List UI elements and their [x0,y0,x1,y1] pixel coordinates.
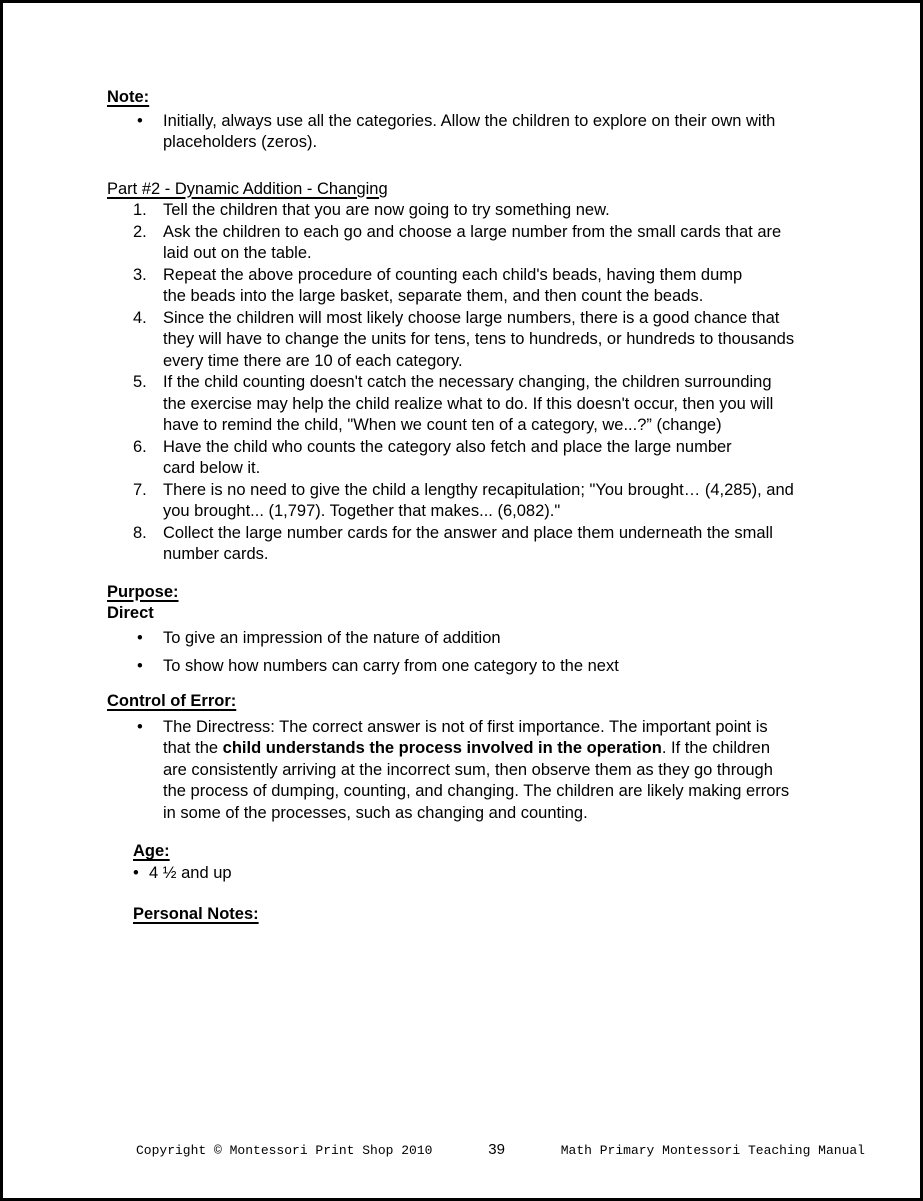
page-content [107,87,880,926]
item-text [163,717,880,825]
text-line: number cards. [163,545,269,563]
text-line: Since the children will most likely choose large numbers, there is a good chance that [163,308,780,327]
bullet-icon: • [137,656,143,675]
section-note-bullets [107,111,880,154]
footer-manual-title: Math Primary Montessori Teaching Manual [560,1143,865,1158]
text-line: placeholders (zeros). [163,133,318,151]
text-line: To give an impression of the nature of addition [163,628,501,647]
bullet-item [107,717,880,825]
section-control-bullets [107,717,880,825]
numbered-item [107,222,880,265]
numbered-item [107,372,880,437]
bullet-icon: • [137,111,143,130]
item-number: 7. [133,480,147,499]
numbered-item [107,523,880,566]
item-text [163,200,880,222]
text-line: are consistently arriving at the incorrect sum, then observe them as they go through [163,760,773,779]
text-line: If the child counting doesn't catch the necessary changing, the children surrounding [163,373,772,391]
item-text [163,437,880,480]
text-line: Have the child who counts the category also fetch and place the large number [163,437,732,456]
text-line: they will have to change the units for tens, tens to hundreds, or hundreds to thousands [163,330,795,348]
item-number: 5. [133,373,147,391]
text-line: the exercise may help the child realize what to do. If this doesn't occur, then you will [163,394,774,413]
item-text [163,372,880,437]
item-number: 4. [133,308,147,327]
section-purpose: Purpose: [107,582,179,601]
text-line: There is no need to give the child a lengthy recapitulation; "You brought… (4,285), and [163,480,794,499]
page-footer [136,1141,865,1158]
text-line: you brought... (1,797). Together that makes... (6,082)." [163,502,561,520]
item-text [163,308,880,373]
section-control: Control of Error: [107,692,237,710]
bullet-item [107,656,880,678]
text-line: the process of dumping, counting, and changing. The children are likely making errors [163,782,790,800]
text-line: that the child understands the process involved in the operation. If the children [163,739,771,757]
numbered-item [107,480,880,523]
text-line: have to remind the child, "When we count ten of a category, we...?” (change) [163,416,722,434]
bullet-icon: • [133,863,139,882]
text-line: card below it. [163,459,261,477]
section-age: Age: [133,842,170,860]
text-line: the beads into the large basket, separate them, and then count the beads. [163,287,704,305]
section-part2: Part #2 - Dynamic Addition - Changing [107,179,388,198]
section-direct: Direct [107,604,154,622]
bullet-item [107,863,880,885]
section-purpose-bullets [107,628,880,678]
text-line: Tell the children that you are now going to try something new. [163,201,610,219]
item-text [163,656,880,678]
item-text [163,480,880,523]
text-line: laid out on the table. [163,244,312,262]
text-line: The Directress: The correct answer is not of first importance. The important point is [163,717,768,736]
bullet-item [107,628,880,650]
text-line: in some of the processes, such as changing and counting. [163,803,588,822]
item-text [163,265,880,308]
item-number: 2. [133,222,147,241]
bullet-icon: • [137,717,143,736]
bullet-icon: • [137,628,143,647]
text-line: Initially, always use all the categories. Allow the children to explore on their own with [163,111,776,130]
footer-copyright: Copyright © Montessori Print Shop 2010 [136,1143,433,1158]
item-text [163,111,880,154]
item-text [163,523,880,566]
section-steps [107,200,880,566]
text-line: Ask the children to each go and choose a large number from the small cards that are [163,222,782,241]
numbered-item [107,265,880,308]
text-line: To show how numbers can carry from one category to the next [163,656,619,675]
item-number: 6. [133,437,147,456]
section-note: Note: [107,88,150,106]
section-personal-notes: Personal Notes: [133,905,259,923]
item-text [163,222,880,265]
text-line: every time there are 10 of each category. [163,351,463,370]
item-text [163,628,880,650]
bullet-item [107,111,880,154]
text-line: 4 ½ and up [149,863,232,882]
text-line: Repeat the above procedure of counting each child's beads, having them dump [163,265,743,284]
numbered-item [107,437,880,480]
item-number: 3. [133,265,147,284]
numbered-item [107,308,880,373]
page-number: 39 [488,1141,505,1158]
text-line: Collect the large number cards for the answer and place them underneath the small [163,523,773,542]
item-number: 8. [133,523,147,542]
section-age-bullets [107,863,880,885]
numbered-item [107,200,880,222]
item-number: 1. [133,201,147,219]
item-text [149,863,880,885]
